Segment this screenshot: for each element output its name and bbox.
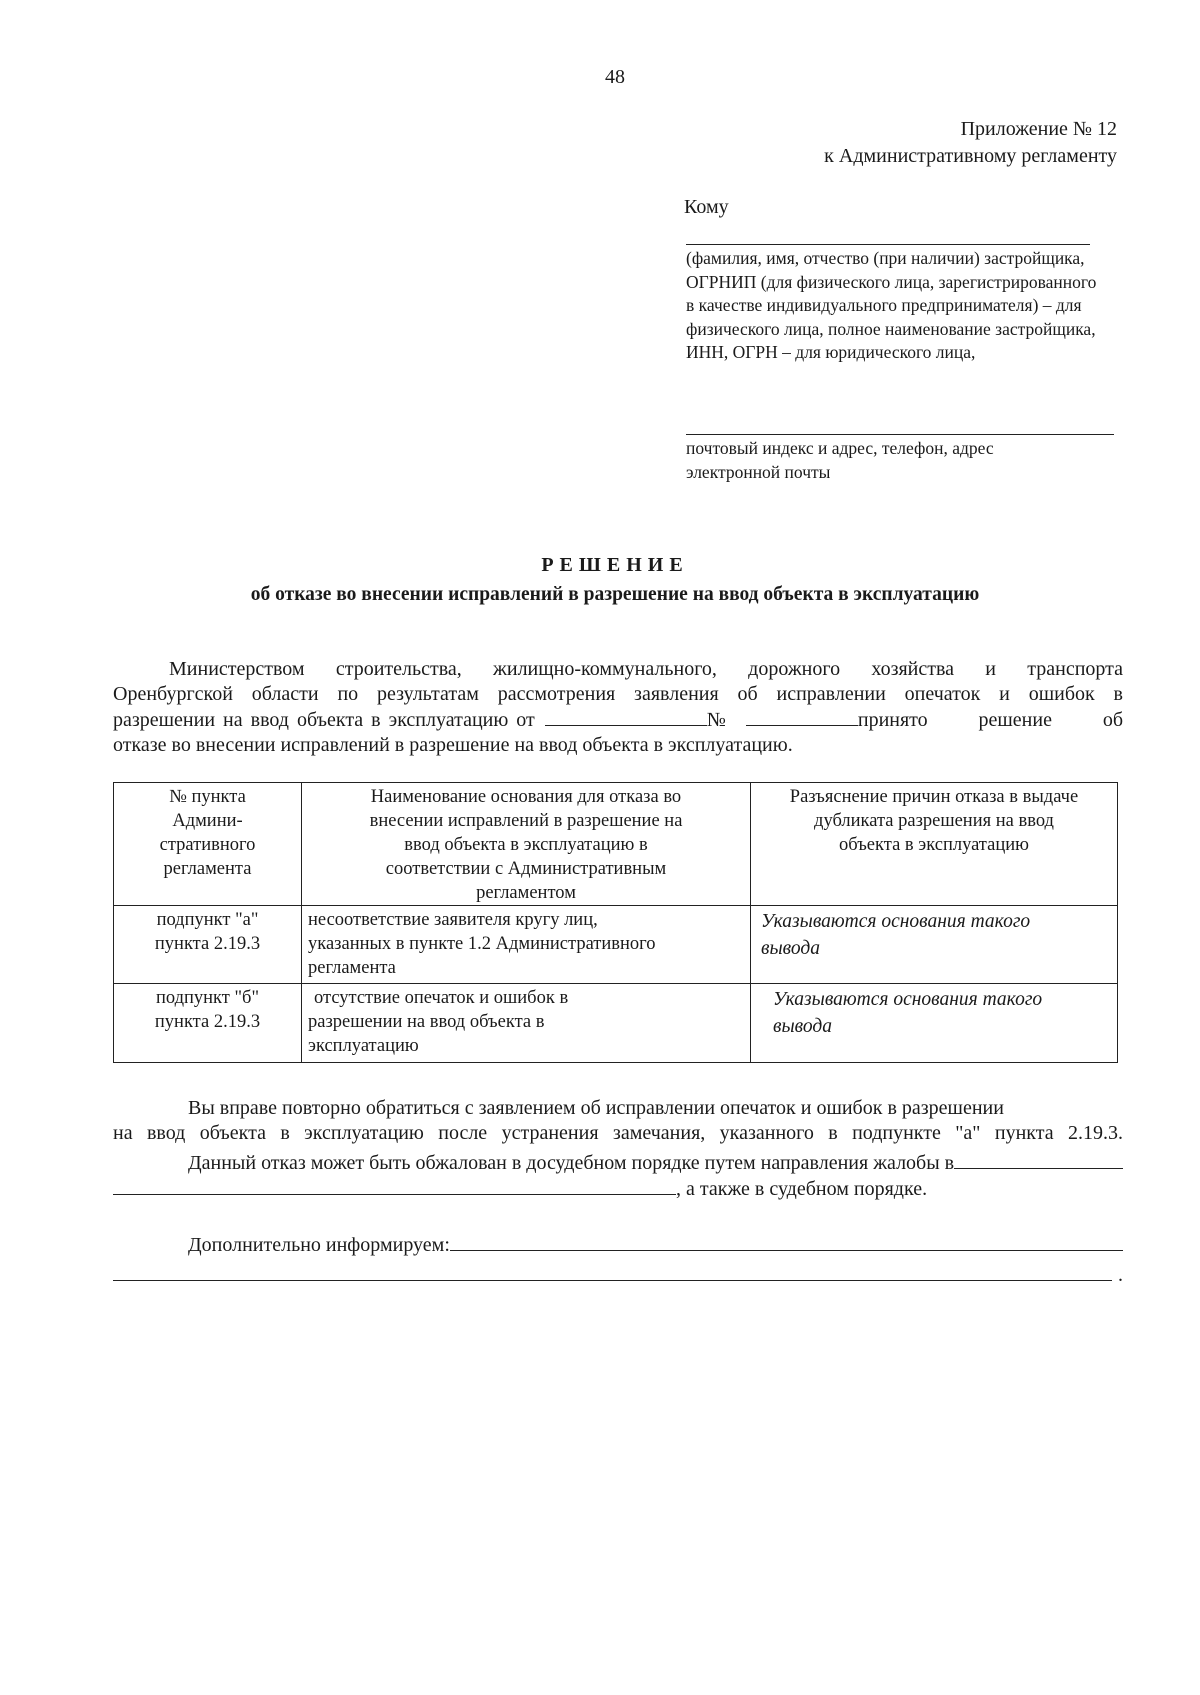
reason-line: указанных в пункте 1.2 Административного [308,934,656,954]
closing-p2-line-1 [113,1150,1123,1176]
appeal-authority-field-continued[interactable] [113,1176,676,1195]
explanation-line: Указываются основания такого [761,911,1031,932]
explanation-line: вывода [761,938,820,959]
closing-paragraph-2 [113,1150,1123,1202]
header-reason-line: Наименование основания для отказа во [370,787,682,807]
table-row [114,984,1118,1063]
appendix-reference: к Административному регламенту [824,145,1117,167]
appeal-text: Данный отказ может быть обжалован в досудебном порядке путем направления жалобы в [188,1152,955,1174]
header-point-line: № пункта [169,787,246,807]
header-reason-line: соответствии с Административным [385,859,667,879]
recipient-contact-hint: почтовый индекс и адрес, телефон, адрес электронной почты [686,438,994,482]
additional-info-line-2 [113,1262,1123,1288]
reason-line: разрешении на ввод объекта в [308,1012,545,1032]
intro-line-3-start: разрешении на ввод объекта в эксплуатацию от [113,709,535,731]
closing-p1-line-2: на ввод объекта в эксплуатацию после устранения замечания, указанного в подпункте "а" пункта 2.19.3. [113,1122,1123,1144]
additional-info-field-continued[interactable] [113,1262,1112,1281]
page-number: 48 [605,66,625,88]
intro-paragraph [113,657,1123,758]
recipient-name-line[interactable] [686,244,1090,245]
decision-number-sign: № [706,709,726,731]
recipient-applicant-hint: (фамилия, имя, отчество (при наличии) застройщика, ОГРНИП (для физического лица, зарегистрированного в качестве индивидуального предпринимателя) – для физического лица, полное наименование застройщика, ИНН, ОГРН – для юридического лица, [686,248,1097,362]
intro-line-3-end: принято решение об [857,709,1123,731]
explanation-line: Указываются основания такого [773,989,1043,1010]
additional-info-field[interactable] [450,1232,1123,1251]
closing-p1-line-1: Вы вправе повторно обратиться с заявлением об исправлении опечаток и ошибок в разрешении [188,1097,1004,1119]
refusal-reasons-table [113,782,1118,1063]
header-reason-line: ввод объекта в эксплуатацию в [404,835,648,855]
explanation-line: вывода [773,1016,832,1037]
point-line: пункта 2.19.3 [154,1012,261,1032]
header-point-line: Админи- [172,811,243,831]
point-line: подпункт "а" [156,910,259,930]
document-subtitle: об отказе во внесении исправлений в разрешение на ввод объекта в эксплуатацию [250,584,980,605]
header-reason [302,783,751,906]
decision-number-field[interactable] [746,707,858,726]
reason-line: несоответствие заявителя кругу лиц, [308,910,598,930]
table-row [114,906,1118,984]
header-explanation-line: дубликата разрешения на ввод [814,811,1054,831]
decision-date-field[interactable] [545,707,707,726]
header-point [114,783,302,906]
row-b-explanation [751,984,1118,1063]
intro-line-4: отказе во внесении исправлений в разрешение на ввод объекта в эксплуатацию. [113,734,793,756]
header-point-line: стративного [159,835,256,855]
row-a-point [114,906,302,984]
row-b-reason [302,984,751,1063]
closing-paragraph-1 [113,1096,1123,1146]
header-explanation-line: Разъяснение причин отказа в выдаче [789,787,1079,807]
point-line: пункта 2.19.3 [154,934,261,954]
appeal-suffix: , а также в судебном порядке. [676,1178,928,1200]
row-a-explanation [751,906,1118,984]
header-reason-line: регламентом [476,883,576,903]
header-explanation-line: объекта в эксплуатацию [839,835,1029,855]
reason-line: отсутствие опечаток и ошибок в [314,988,569,1008]
intro-line-1: Министерством строительства, жилищно-коммунального, дорожного хозяйства и транспорта [169,658,1123,680]
row-b-point [114,984,302,1063]
intro-line-3 [113,707,1123,733]
reason-line: регламента [308,958,396,978]
appendix-number: Приложение № 12 [960,118,1117,140]
table-header-row [114,783,1118,906]
closing-p2-line-2 [113,1176,1123,1202]
additional-info-period: . [1118,1264,1123,1286]
reason-line: эксплуатацию [308,1036,419,1056]
additional-info-line-1 [113,1232,1123,1258]
appeal-authority-field[interactable] [954,1150,1123,1169]
document-title: РЕШЕНИЕ [541,554,689,576]
header-explanation [751,783,1118,906]
point-line: подпункт "б" [155,988,260,1008]
additional-info [113,1232,1123,1288]
row-a-reason [302,906,751,984]
appendix-header [824,116,1117,170]
header-reason-line: внесении исправлений в разрешение на [369,811,683,831]
recipient-contact-line[interactable] [686,434,1114,435]
intro-line-2: Оренбургской области по результатам рассмотрения заявления об исправлении опечаток и ошибок в [113,683,1123,705]
additional-info-label: Дополнительно информируем: [188,1234,450,1256]
recipient-label: Кому [684,196,729,218]
header-point-line: регламента [163,859,252,879]
